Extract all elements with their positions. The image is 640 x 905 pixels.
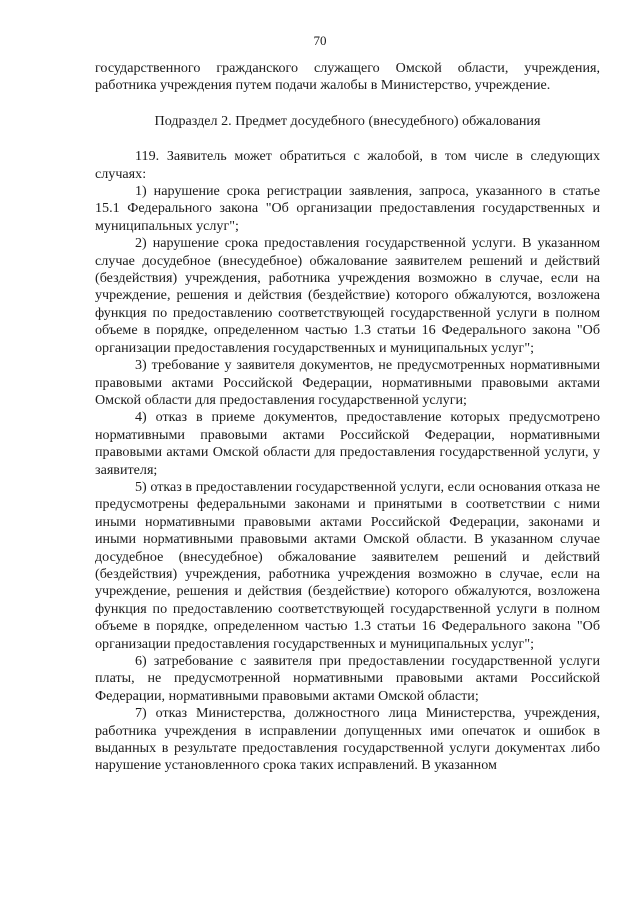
page-number: 70 [313,33,327,48]
list-item-5: 5) отказ в предоставлении государственной услуги, если основания отказа не предусмотрены федеральными законами и принятыми в соответствии с ними иными нормативными правовыми актами Российской Федерации, законами и иными нормативными правовыми актами Омской области. В указанном случае досудебное (внесудебное) обжалование заявителем решений и действий (бездействия) учреждения, работника учреждения возможно в случае, если на учреждение, решения и действия (бездействие) которого обжалуются, возложена функция по предоставлению соответствующей государственной услуги в полном объеме в порядке, определенном частью 1.3 статьи 16 Федерального закона "Об организации предоставления государственных и муниципальных услуг"; [95,478,600,652]
subsection-title: Подраздел 2. Предмет досудебного (внесудебного) обжалования [154,112,541,129]
list-item-1: 1) нарушение срока регистрации заявления, запроса, указанного в статье 15.1 Федерального закона "Об организации предоставления государственных и муниципальных услуг"; [95,183,600,234]
list-item-2: 2) нарушение срока предоставления государственной услуги. В указанном случае досудебное (внесудебное) обжалование заявителем решений и действий (бездействия) учреждения, работника учреждения возможно в случае, если на учреждение, решения и действия (бездействие) которого обжалуются, возложена функция по предоставлению соответствующей государственной услуги в полном объеме в порядке, определенном частью 1.3 статьи 16 Федерального закона "Об организации предоставления государственных и муниципальных услуг"; [95,235,600,356]
document-body [95,60,600,775]
paragraph-119: 119. Заявитель может обратиться с жалобой, в том числе в следующих случаях: [95,148,600,182]
list-item-4: 4) отказ в приеме документов, предоставление которых предусмотрено нормативными правовыми актами Российской Федерации, нормативными правовыми актами Омской области для предоставления государственной услуги, у заявителя; [95,409,600,478]
intro-paragraph: государственного гражданского служащего Омской области, учреждения, работника учреждения путем подачи жалобы в Министерство, учреждение. [95,60,600,94]
list-item-3: 3) требование у заявителя документов, не предусмотренных нормативными правовыми актами Российской Федерации, нормативными правовыми актами Омской области для предоставления государственной услуги; [95,357,600,408]
list-item-7: 7) отказ Министерства, должностного лица Министерства, учреждения, работника учреждения в исправлении допущенных ими опечаток и ошибок в выданных в результате предоставления государственной услуги документах либо нарушение установленного срока таких исправлений. В указанном [95,705,600,774]
list-item-6: 6) затребование с заявителя при предоставлении государственной услуги платы, не предусмотренной нормативными правовыми актами Российской Федерации, нормативными правовыми актами Омской области; [95,653,600,704]
